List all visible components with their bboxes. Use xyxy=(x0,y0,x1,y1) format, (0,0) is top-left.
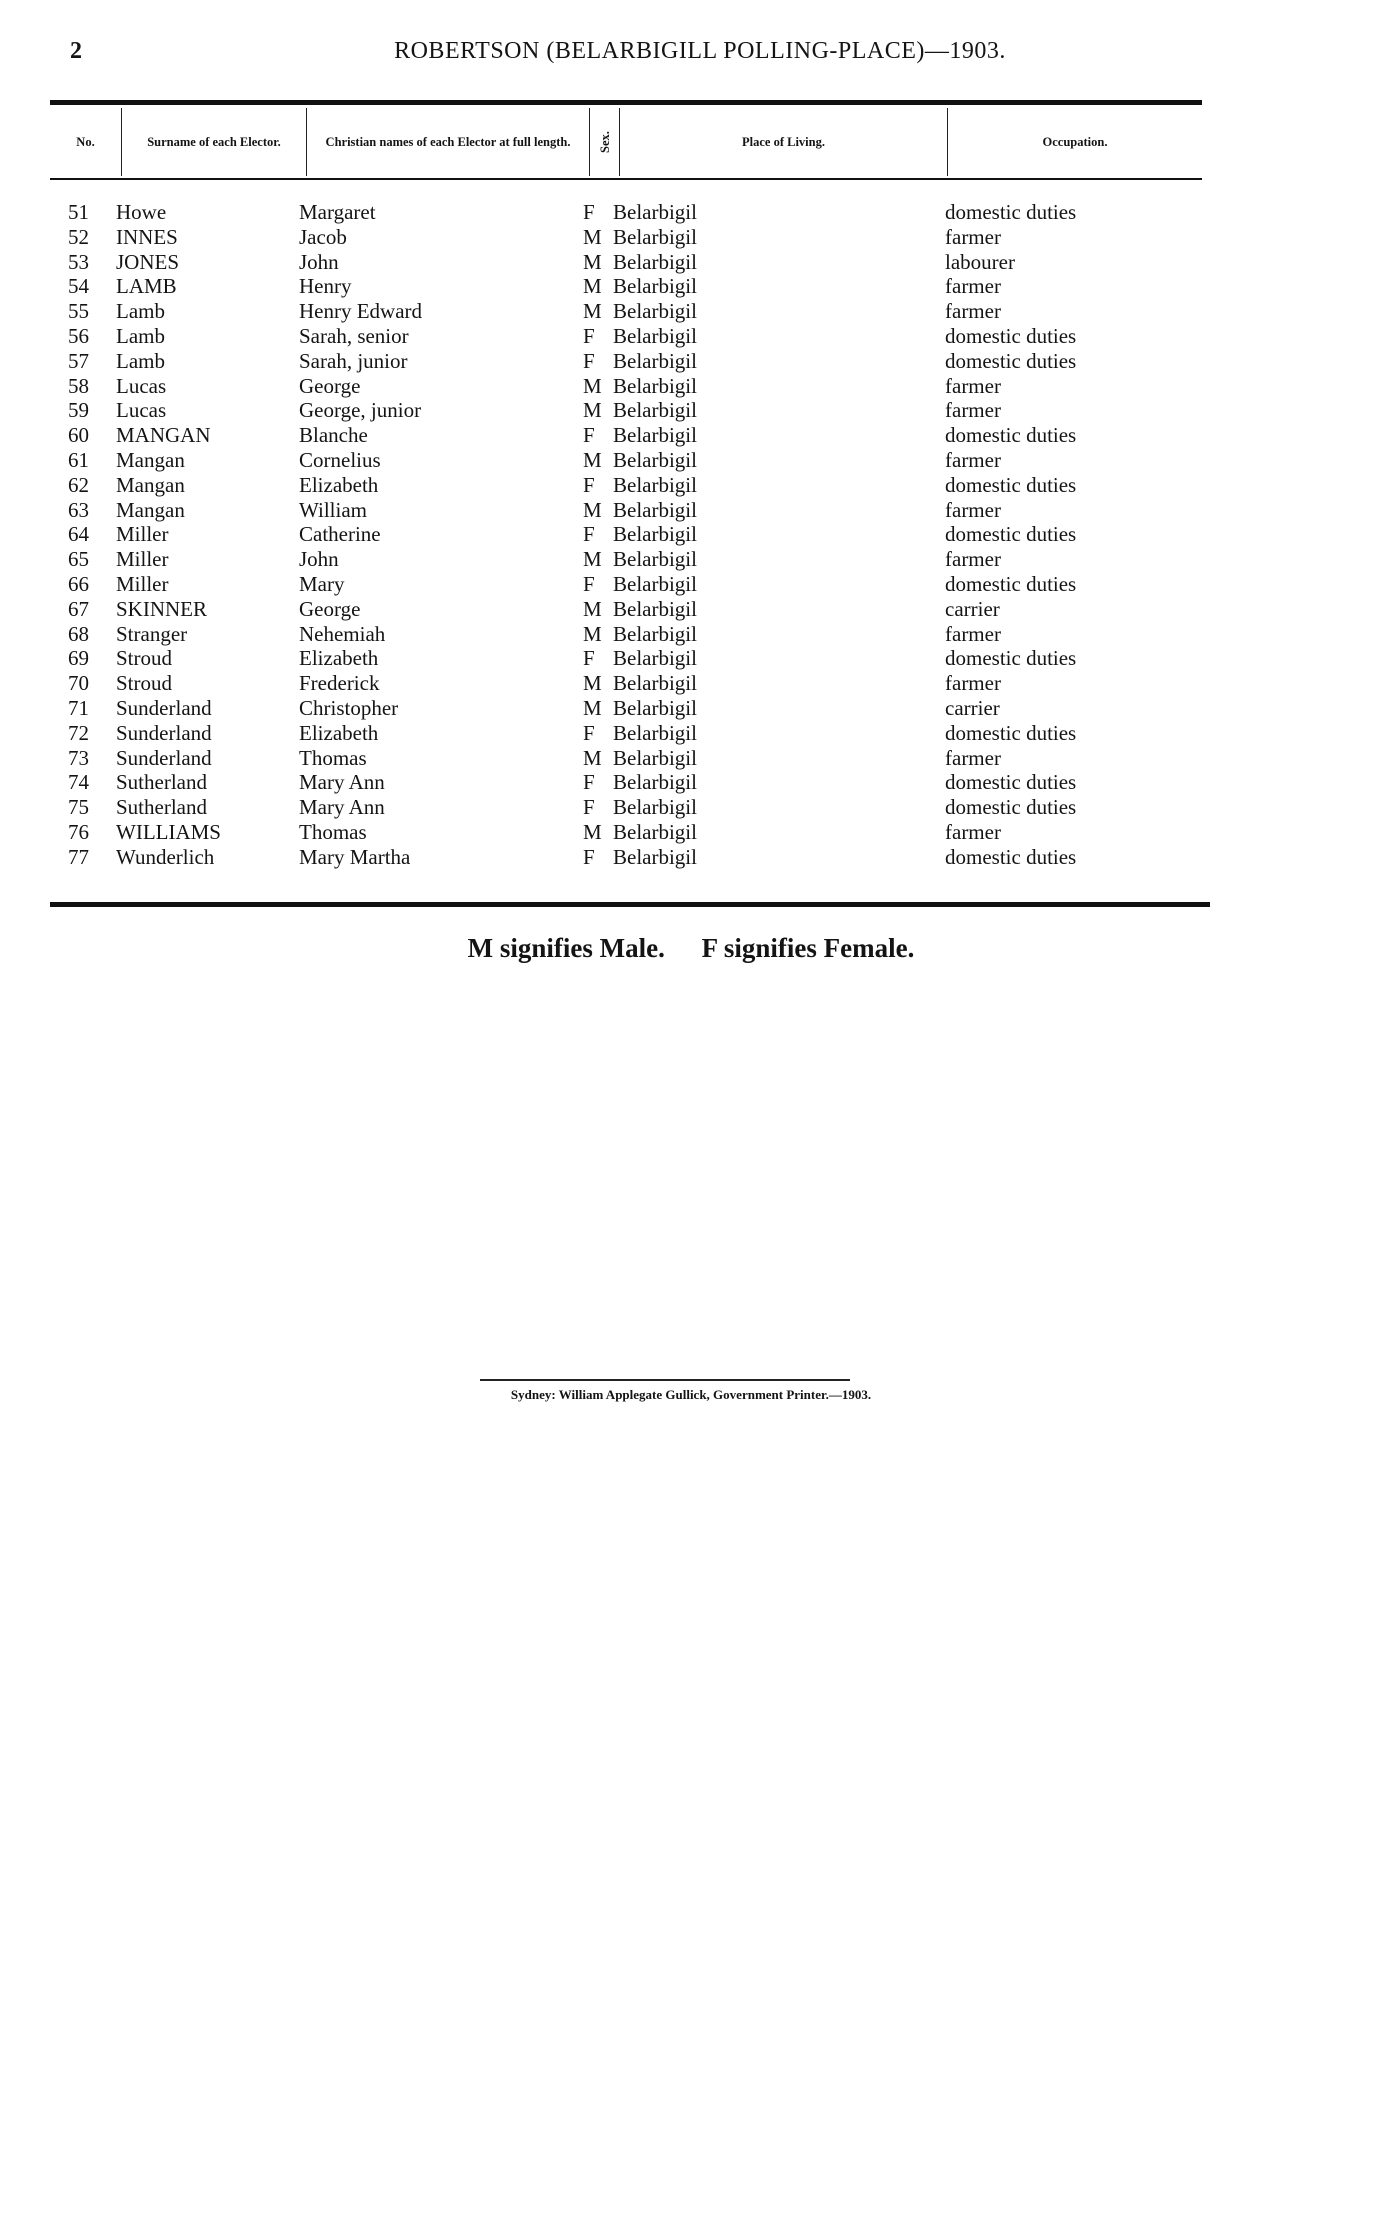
elector-no: 69 xyxy=(68,646,89,671)
elector-surname: Mangan xyxy=(116,472,185,497)
elector-sex: F xyxy=(583,795,595,820)
table-row xyxy=(50,646,1202,671)
elector-no: 63 xyxy=(68,497,89,522)
elector-christian-names: Mary Martha xyxy=(299,844,411,869)
elector-occupation: domestic duties xyxy=(945,200,1077,224)
elector-sex: F xyxy=(583,844,595,869)
table-row xyxy=(50,398,1202,423)
legend-female: F signifies Female. xyxy=(701,933,915,963)
elector-occupation: domestic duties xyxy=(945,472,1077,497)
elector-surname: Sutherland xyxy=(116,770,207,795)
elector-sex: F xyxy=(583,646,595,671)
elector-occupation: farmer xyxy=(945,547,1001,572)
elector-surname: Lamb xyxy=(116,323,165,348)
elector-place: Belarbigil xyxy=(613,770,697,795)
elector-place: Belarbigil xyxy=(613,200,697,224)
elector-sex: F xyxy=(583,472,595,497)
column-header-surname: Surname of each Elector. xyxy=(122,108,307,176)
elector-place: Belarbigil xyxy=(613,348,697,373)
elector-christian-names: Thomas xyxy=(299,819,367,844)
table-row xyxy=(50,250,1202,275)
elector-occupation: farmer xyxy=(945,671,1001,696)
table-row xyxy=(50,349,1202,374)
elector-occupation: domestic duties xyxy=(945,646,1077,671)
elector-no: 62 xyxy=(68,472,89,497)
elector-surname: Miller xyxy=(116,571,169,596)
table-row xyxy=(50,547,1202,572)
elector-christian-names: Frederick xyxy=(299,671,380,696)
elector-surname: Sunderland xyxy=(116,720,212,745)
elector-occupation: farmer xyxy=(945,447,1001,472)
sex-legend xyxy=(0,933,1382,964)
elector-christian-names: Nehemiah xyxy=(299,621,386,646)
elector-place: Belarbigil xyxy=(613,398,697,423)
elector-place: Belarbigil xyxy=(613,299,697,324)
elector-occupation: domestic duties xyxy=(945,423,1077,448)
elector-place: Belarbigil xyxy=(613,249,697,274)
elector-surname: Lucas xyxy=(116,373,167,398)
table-row xyxy=(50,200,1202,225)
elector-christian-names: Elizabeth xyxy=(299,720,379,745)
elector-sex: M xyxy=(583,621,602,646)
elector-place: Belarbigil xyxy=(613,323,697,348)
column-header-christian-names: Christian names of each Elector at full length. xyxy=(307,108,590,176)
elector-occupation: domestic duties xyxy=(945,795,1077,820)
elector-christian-names: William xyxy=(299,497,367,522)
elector-surname: Sunderland xyxy=(116,745,212,770)
table-body xyxy=(50,200,1202,870)
elector-sex: F xyxy=(583,720,595,745)
elector-surname: Mangan xyxy=(116,497,185,522)
elector-no: 55 xyxy=(68,299,89,324)
elector-occupation: farmer xyxy=(945,224,1001,249)
elector-sex: M xyxy=(583,373,602,398)
elector-place: Belarbigil xyxy=(613,671,697,696)
table-row xyxy=(50,696,1202,721)
elector-christian-names: Sarah, junior xyxy=(299,348,408,373)
elector-christian-names: Henry xyxy=(299,274,352,299)
elector-no: 64 xyxy=(68,522,89,547)
elector-sex: M xyxy=(583,224,602,249)
elector-no: 61 xyxy=(68,447,89,472)
elector-surname: Miller xyxy=(116,522,169,547)
elector-place: Belarbigil xyxy=(613,423,697,448)
elector-christian-names: Thomas xyxy=(299,745,367,770)
elector-surname: Miller xyxy=(116,547,169,572)
table-header xyxy=(50,108,1202,176)
elector-christian-names: Henry Edward xyxy=(299,299,423,324)
elector-sex: F xyxy=(583,770,595,795)
elector-place: Belarbigil xyxy=(613,844,697,869)
table-row xyxy=(50,795,1202,820)
elector-christian-names: Margaret xyxy=(299,200,376,224)
table-row xyxy=(50,473,1202,498)
table-row xyxy=(50,671,1202,696)
table-row xyxy=(50,820,1202,845)
elector-occupation: domestic duties xyxy=(945,770,1077,795)
elector-place: Belarbigil xyxy=(613,720,697,745)
elector-occupation: domestic duties xyxy=(945,348,1077,373)
column-header-sex xyxy=(590,108,620,176)
elector-place: Belarbigil xyxy=(613,522,697,547)
table-row xyxy=(50,622,1202,647)
elector-occupation: domestic duties xyxy=(945,522,1077,547)
elector-occupation: farmer xyxy=(945,299,1001,324)
elector-no: 70 xyxy=(68,671,89,696)
elector-sex: F xyxy=(583,323,595,348)
elector-sex: M xyxy=(583,299,602,324)
elector-christian-names: Sarah, senior xyxy=(299,323,409,348)
elector-sex: M xyxy=(583,596,602,621)
elector-occupation: farmer xyxy=(945,398,1001,423)
elector-surname: Sunderland xyxy=(116,695,212,720)
elector-christian-names: Mary xyxy=(299,571,345,596)
elector-sex: M xyxy=(583,745,602,770)
elector-sex: M xyxy=(583,447,602,472)
elector-surname: SKINNER xyxy=(116,596,208,621)
elector-place: Belarbigil xyxy=(613,274,697,299)
elector-sex: F xyxy=(583,423,595,448)
elector-no: 67 xyxy=(68,596,89,621)
page-number: 2 xyxy=(70,38,82,64)
elector-place: Belarbigil xyxy=(613,819,697,844)
elector-no: 59 xyxy=(68,398,89,423)
elector-christian-names: Cornelius xyxy=(299,447,381,472)
elector-surname: INNES xyxy=(116,224,178,249)
printer-imprint: Sydney: William Applegate Gullick, Government Printer.—1903. xyxy=(510,1387,872,1402)
elector-place: Belarbigil xyxy=(613,695,697,720)
elector-sex: M xyxy=(583,547,602,572)
table-row xyxy=(50,746,1202,771)
elector-christian-names: Christopher xyxy=(299,695,399,720)
elector-place: Belarbigil xyxy=(613,795,697,820)
elector-no: 52 xyxy=(68,224,89,249)
elector-christian-names: George xyxy=(299,596,361,621)
elector-occupation: farmer xyxy=(945,745,1001,770)
elector-place: Belarbigil xyxy=(613,646,697,671)
legend-male: M signifies Male. xyxy=(467,933,665,963)
elector-no: 75 xyxy=(68,795,89,820)
elector-no: 72 xyxy=(68,720,89,745)
elector-sex: M xyxy=(583,398,602,423)
elector-surname: JONES xyxy=(116,249,180,274)
elector-surname: Lamb xyxy=(116,299,165,324)
table-row xyxy=(50,597,1202,622)
elector-surname: LAMB xyxy=(116,274,177,299)
elector-sex: M xyxy=(583,819,602,844)
elector-sex: M xyxy=(583,249,602,274)
page-title: ROBERTSON (BELARBIGILL POLLING-PLACE)—1903. xyxy=(394,38,1006,64)
elector-christian-names: Catherine xyxy=(299,522,381,547)
table-row xyxy=(50,522,1202,547)
elector-surname: Stroud xyxy=(116,646,173,671)
elector-occupation: labourer xyxy=(945,249,1015,274)
elector-occupation: domestic duties xyxy=(945,844,1077,869)
elector-surname: MANGAN xyxy=(116,423,211,448)
elector-occupation: farmer xyxy=(945,274,1001,299)
elector-occupation: carrier xyxy=(945,695,1000,720)
elector-christian-names: Elizabeth xyxy=(299,472,379,497)
table-row xyxy=(50,423,1202,448)
elector-surname: Howe xyxy=(116,200,167,224)
elector-no: 66 xyxy=(68,571,89,596)
elector-occupation: domestic duties xyxy=(945,571,1077,596)
elector-sex: F xyxy=(583,200,595,224)
table-bottom-rule xyxy=(50,902,1210,907)
elector-christian-names: Blanche xyxy=(299,423,368,448)
table-row xyxy=(50,498,1202,523)
elector-christian-names: George, junior xyxy=(299,398,422,423)
elector-surname: Lamb xyxy=(116,348,165,373)
elector-place: Belarbigil xyxy=(613,447,697,472)
table-row xyxy=(50,274,1202,299)
table-row xyxy=(50,572,1202,597)
table-top-rule xyxy=(50,100,1202,105)
elector-no: 56 xyxy=(68,323,89,348)
elector-no: 74 xyxy=(68,770,89,795)
elector-christian-names: Mary Ann xyxy=(299,795,385,820)
elector-no: 58 xyxy=(68,373,89,398)
elector-sex: M xyxy=(583,497,602,522)
elector-sex: M xyxy=(583,695,602,720)
elector-no: 73 xyxy=(68,745,89,770)
elector-surname: Stranger xyxy=(116,621,188,646)
elector-sex: F xyxy=(583,522,595,547)
column-header-sex-label: Sex. xyxy=(597,131,612,153)
elector-occupation: farmer xyxy=(945,819,1001,844)
header-bottom-rule xyxy=(50,178,1202,180)
column-header-place: Place of Living. xyxy=(620,108,948,176)
elector-occupation: farmer xyxy=(945,373,1001,398)
elector-no: 71 xyxy=(68,695,89,720)
table-row xyxy=(50,721,1202,746)
elector-christian-names: Jacob xyxy=(299,224,347,249)
elector-no: 68 xyxy=(68,621,89,646)
elector-place: Belarbigil xyxy=(613,373,697,398)
elector-place: Belarbigil xyxy=(613,497,697,522)
table-row xyxy=(50,770,1202,795)
elector-place: Belarbigil xyxy=(613,472,697,497)
elector-no: 54 xyxy=(68,274,89,299)
column-header-no: No. xyxy=(50,108,122,176)
table-row xyxy=(50,299,1202,324)
elector-surname: WILLIAMS xyxy=(116,819,221,844)
elector-no: 53 xyxy=(68,249,89,274)
elector-christian-names: Elizabeth xyxy=(299,646,379,671)
elector-occupation: domestic duties xyxy=(945,720,1077,745)
elector-surname: Lucas xyxy=(116,398,167,423)
elector-sex: F xyxy=(583,348,595,373)
elector-occupation: domestic duties xyxy=(945,323,1077,348)
elector-sex: M xyxy=(583,274,602,299)
elector-no: 65 xyxy=(68,547,89,572)
elector-surname: Mangan xyxy=(116,447,185,472)
elector-place: Belarbigil xyxy=(613,745,697,770)
elector-occupation: farmer xyxy=(945,497,1001,522)
elector-surname: Stroud xyxy=(116,671,173,696)
elector-occupation: carrier xyxy=(945,596,1000,621)
elector-no: 76 xyxy=(68,819,89,844)
elector-place: Belarbigil xyxy=(613,596,697,621)
elector-no: 60 xyxy=(68,423,89,448)
elector-no: 57 xyxy=(68,348,89,373)
elector-no: 77 xyxy=(68,844,89,869)
elector-surname: Wunderlich xyxy=(116,844,215,869)
elector-sex: F xyxy=(583,571,595,596)
table-row xyxy=(50,324,1202,349)
elector-place: Belarbigil xyxy=(613,547,697,572)
elector-christian-names: Mary Ann xyxy=(299,770,385,795)
elector-place: Belarbigil xyxy=(613,571,697,596)
table-row xyxy=(50,845,1202,870)
printer-rule xyxy=(480,1379,850,1381)
table-row xyxy=(50,374,1202,399)
table-row xyxy=(50,225,1202,250)
elector-occupation: farmer xyxy=(945,621,1001,646)
elector-christian-names: John xyxy=(299,547,339,572)
elector-sex: M xyxy=(583,671,602,696)
elector-place: Belarbigil xyxy=(613,224,697,249)
elector-place: Belarbigil xyxy=(613,621,697,646)
table-row xyxy=(50,448,1202,473)
elector-christian-names: John xyxy=(299,249,339,274)
elector-no: 51 xyxy=(68,200,89,224)
column-header-occupation: Occupation. xyxy=(1042,135,1108,149)
elector-christian-names: George xyxy=(299,373,361,398)
elector-surname: Sutherland xyxy=(116,795,207,820)
